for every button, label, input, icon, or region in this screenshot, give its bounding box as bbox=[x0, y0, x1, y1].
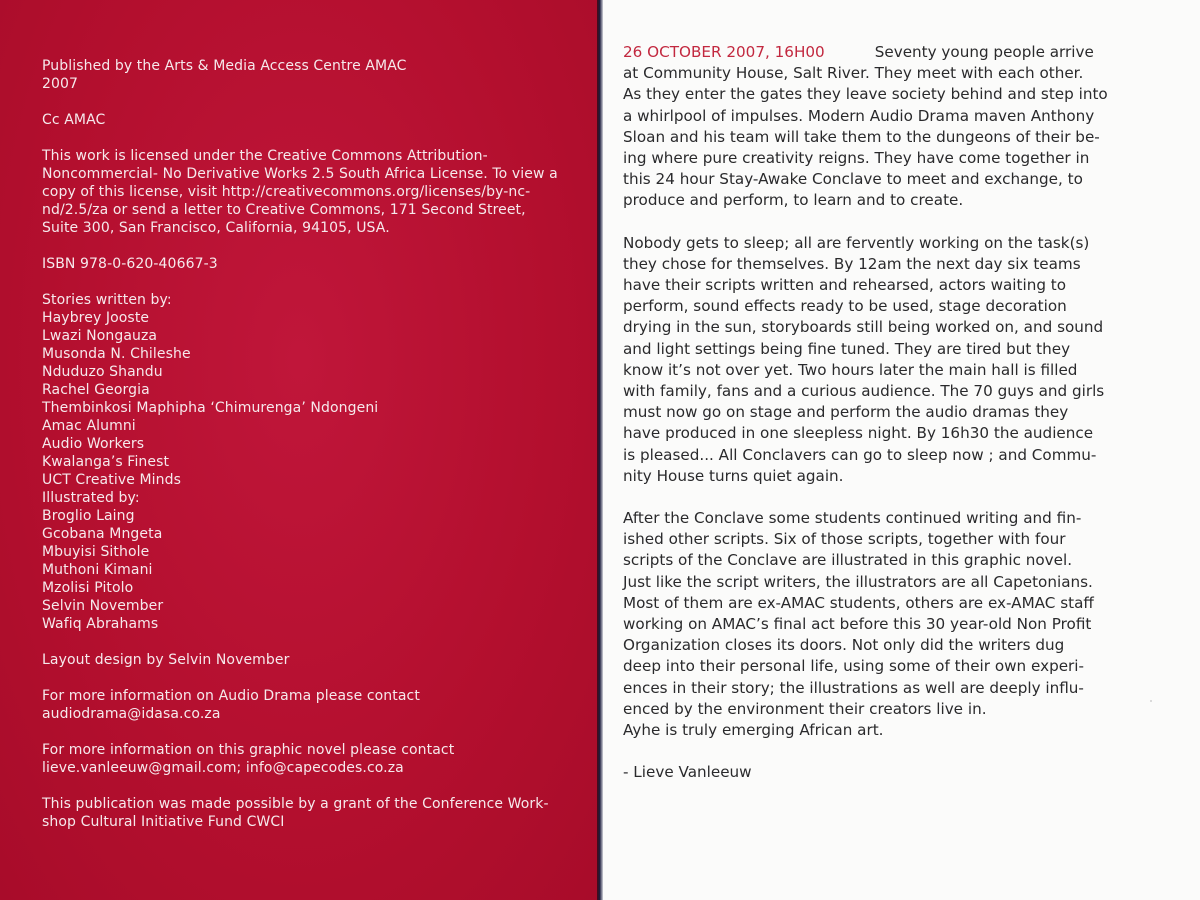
body-line: working on AMAC’s final act before this 30 year-old Non Profit bbox=[623, 615, 1092, 634]
body-line: have their scripts written and rehearsed, actors waiting to bbox=[623, 276, 1067, 295]
body-line: Organization closes its doors. Not only did the writers dug bbox=[623, 636, 1065, 655]
license-line: copy of this license, visit http://creativecommons.org/licenses/by-nc- bbox=[42, 184, 531, 200]
grant-block bbox=[42, 795, 602, 831]
illustrator-name: Selvin November bbox=[42, 598, 164, 614]
audio-info-line: For more information on Audio Drama please contact bbox=[42, 688, 420, 704]
body-line: perform, sound effects ready to be used, stage decoration bbox=[623, 297, 1067, 316]
credits-list bbox=[42, 291, 602, 633]
body-line: enced by the environment their creators live in. bbox=[623, 699, 987, 718]
first-line bbox=[623, 42, 1163, 63]
grant-line: shop Cultural Initiative Fund CWCI bbox=[42, 814, 285, 830]
layout-credit-block bbox=[42, 651, 602, 669]
copyright-line: Cc AMAC bbox=[42, 112, 106, 128]
writer-name: Lwazi Nongauza bbox=[42, 328, 158, 344]
body-line: ing where pure creativity reigns. They have come together in bbox=[623, 149, 1090, 168]
writer-name: Amac Alumni bbox=[42, 418, 136, 434]
isbn-block bbox=[42, 255, 602, 273]
body-line: Most of them are ex-AMAC students, others are ex-AMAC staff bbox=[623, 593, 1094, 612]
license-line: Noncommercial- No Derivative Works 2.5 South Africa License. To view a bbox=[42, 166, 558, 182]
license-notice bbox=[42, 147, 602, 237]
license-line: nd/2.5/za or send a letter to Creative Commons, 171 Second Street, bbox=[42, 202, 526, 218]
imprint-block bbox=[42, 57, 602, 849]
body-line: is pleased... All Conclavers can go to sleep now ; and Commu- bbox=[623, 445, 1097, 464]
publisher-block bbox=[42, 57, 602, 93]
illustrator-name: Mbuyisi Sithole bbox=[42, 544, 150, 560]
signature: - Lieve Vanleeuw bbox=[623, 763, 752, 782]
body-line: drying in the sun, storyboards still being worked on, and sound bbox=[623, 318, 1104, 337]
writer-name: Musonda N. Chileshe bbox=[42, 346, 191, 362]
body-line: with family, fans and a curious audience. The 70 guys and girls bbox=[623, 382, 1105, 401]
body-line: have produced in one sleepless night. By 16h30 the audience bbox=[623, 424, 1094, 443]
illustrator-name: Muthoni Kimani bbox=[42, 562, 153, 578]
body-line: Sloan and his team will take them to the dungeons of their be- bbox=[623, 127, 1100, 146]
license-line: Suite 300, San Francisco, California, 94105, USA. bbox=[42, 220, 390, 236]
illustrator-name: Wafiq Abrahams bbox=[42, 616, 159, 632]
body-line: produce and perform, to learn and to create. bbox=[623, 191, 964, 210]
writer-name: Rachel Georgia bbox=[42, 382, 150, 398]
paper-speck bbox=[1150, 700, 1152, 702]
body-line: must now go on stage and perform the audio dramas they bbox=[623, 403, 1069, 422]
body-line: know it’s not over yet. Two hours later the main hall is filled bbox=[623, 360, 1078, 379]
body-line: After the Conclave some students continued writing and fin- bbox=[623, 509, 1082, 528]
isbn-line: ISBN 978-0-620-40667-3 bbox=[42, 256, 218, 272]
body-line: nity House turns quiet again. bbox=[623, 466, 844, 485]
body-line: this 24 hour Stay-Awake Conclave to meet and exchange, to bbox=[623, 170, 1083, 189]
novel-email-links[interactable]: lieve.vanleeuw@gmail.com; info@capecodes.co.za bbox=[42, 760, 404, 776]
body-line: they chose for themselves. By 12am the next day six teams bbox=[623, 254, 1081, 273]
license-line: This work is licensed under the Creative Commons Attribution- bbox=[42, 148, 488, 164]
foreword-paragraph-2 bbox=[623, 233, 1163, 487]
body-line: Ayhe is truly emerging African art. bbox=[623, 721, 884, 740]
foreword-paragraph-3 bbox=[623, 508, 1163, 741]
copyright-block bbox=[42, 111, 602, 129]
audio-contact-block bbox=[42, 687, 602, 723]
stories-heading: Stories written by: bbox=[42, 292, 172, 308]
body-line: deep into their personal life, using some of their own experi- bbox=[623, 657, 1084, 676]
writer-name: Thembinkosi Maphipha ‘Chimurenga’ Ndongeni bbox=[42, 400, 379, 416]
novel-info-line: For more information on this graphic novel please contact bbox=[42, 742, 455, 758]
publisher-line: Published by the Arts & Media Access Centre AMAC bbox=[42, 58, 407, 74]
body-line: a whirlpool of impulses. Modern Audio Drama maven Anthony bbox=[623, 106, 1095, 125]
foreword-paragraph-1 bbox=[623, 42, 1163, 212]
body-line: As they enter the gates they leave society behind and step into bbox=[623, 85, 1108, 104]
first-line-text: Seventy young people arrive bbox=[874, 43, 1094, 61]
illustrator-name: Gcobana Mngeta bbox=[42, 526, 163, 542]
body-line: Just like the script writers, the illustrators are all Capetonians. bbox=[623, 572, 1093, 591]
body-line: scripts of the Conclave are illustrated in this graphic novel. bbox=[623, 551, 1073, 570]
layout-credit: Layout design by Selvin November bbox=[42, 652, 290, 668]
dateline: 26 OCTOBER 2007, 16H00 bbox=[623, 43, 825, 61]
audio-email-link[interactable]: audiodrama@idasa.co.za bbox=[42, 706, 221, 722]
writer-name: Audio Workers bbox=[42, 436, 145, 452]
body-line: ences in their story; the illustrations as well are deeply influ- bbox=[623, 678, 1084, 697]
illustrator-name: Broglio Laing bbox=[42, 508, 135, 524]
publication-year: 2007 bbox=[42, 76, 79, 92]
body-line: and light settings being fine tuned. They are tired but they bbox=[623, 339, 1071, 358]
body-line: ished other scripts. Six of those scripts, together with four bbox=[623, 530, 1066, 549]
foreword-block bbox=[623, 42, 1163, 805]
novel-contact-block bbox=[42, 741, 602, 777]
body-line: at Community House, Salt River. They meet with each other. bbox=[623, 64, 1084, 83]
writer-name: Nduduzo Shandu bbox=[42, 364, 163, 380]
signature-block bbox=[623, 762, 1163, 783]
illustrated-heading: Illustrated by: bbox=[42, 490, 140, 506]
grant-line: This publication was made possible by a grant of the Conference Work- bbox=[42, 796, 549, 812]
writer-name: Haybrey Jooste bbox=[42, 310, 150, 326]
illustrator-name: Mzolisi Pitolo bbox=[42, 580, 134, 596]
body-line: Nobody gets to sleep; all are fervently working on the task(s) bbox=[623, 233, 1090, 252]
writer-name: Kwalanga’s Finest bbox=[42, 454, 170, 470]
writer-name: UCT Creative Minds bbox=[42, 472, 181, 488]
